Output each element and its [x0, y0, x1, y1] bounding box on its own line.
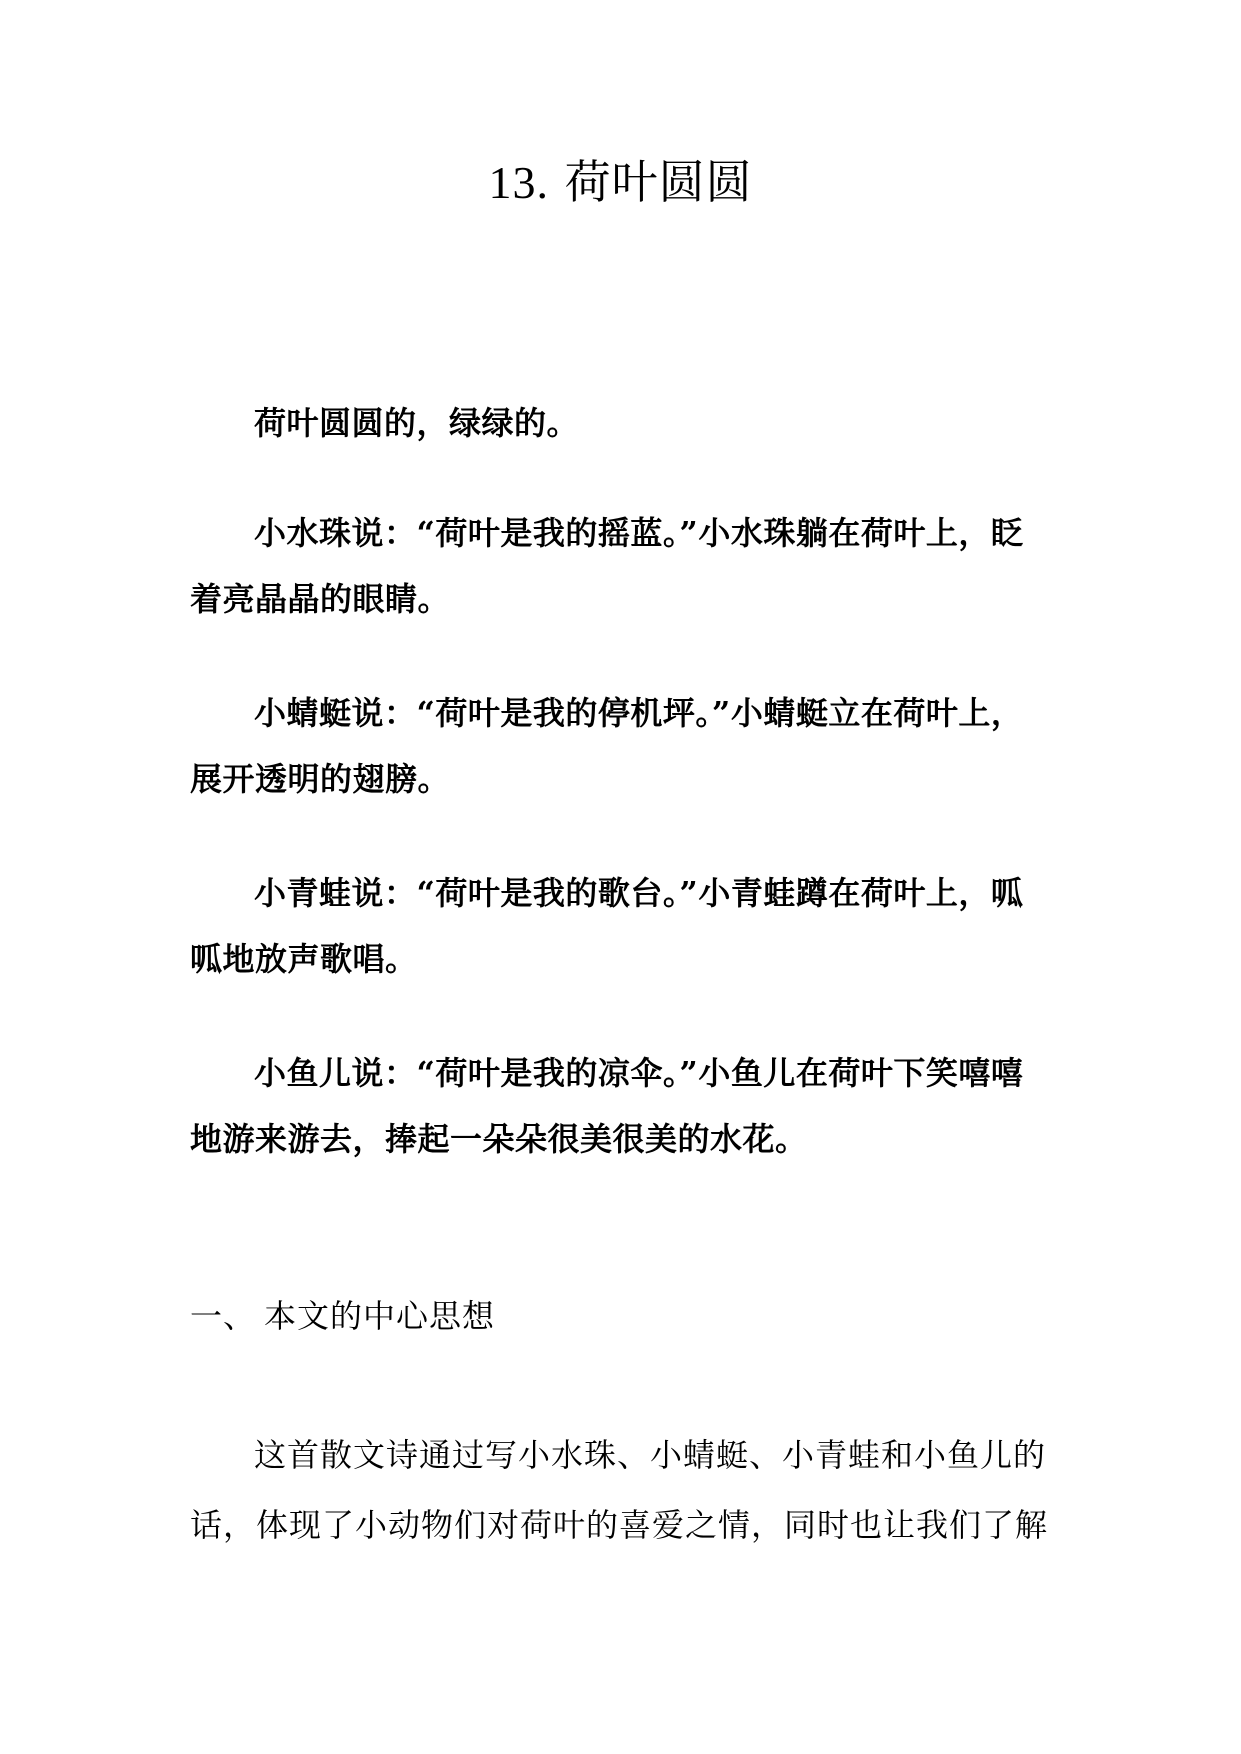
title-number: 13.: [488, 157, 549, 208]
paragraph-3: [190, 680, 1054, 812]
paragraph-2: [190, 500, 1054, 632]
paragraph-5-text: 小鱼儿说：“荷叶是我的凉伞。”小鱼儿在荷叶下笑嘻嘻地游来游去，捧起一朵朵很美很美的水花。: [190, 1054, 1024, 1158]
paragraph-3-text: 小蜻蜓说：“荷叶是我的停机坪。”小蜻蜓立在荷叶上，展开透明的翅膀。: [190, 694, 1024, 798]
page-title: [0, 152, 1241, 213]
section-heading: [190, 1291, 495, 1341]
section-marker: 一、: [190, 1297, 257, 1335]
paragraph-2-text: 小水珠说：“荷叶是我的摇蓝。”小水珠躺在荷叶上，眨着亮晶晶的眼睛。: [190, 514, 1024, 618]
section-paragraph: [190, 1420, 1054, 1560]
paragraph-1: 荷叶圆圆的，绿绿的。: [254, 404, 580, 442]
paragraph-4-text: 小青蛙说：“荷叶是我的歌台。”小青蛙蹲在荷叶上，呱呱地放声歌唱。: [190, 874, 1024, 978]
title-text: 荷叶圆圆: [564, 155, 753, 209]
paragraph-4: [190, 860, 1054, 992]
section-paragraph-text: 这首散文诗通过写小水珠、小蜻蜓、小青蛙和小鱼儿的话，体现了小动物们对荷叶的喜爱之情，同时也让我们了解: [190, 1436, 1049, 1544]
paragraph-5: [190, 1040, 1054, 1172]
section-heading-text: 本文的中心思想: [264, 1297, 496, 1335]
